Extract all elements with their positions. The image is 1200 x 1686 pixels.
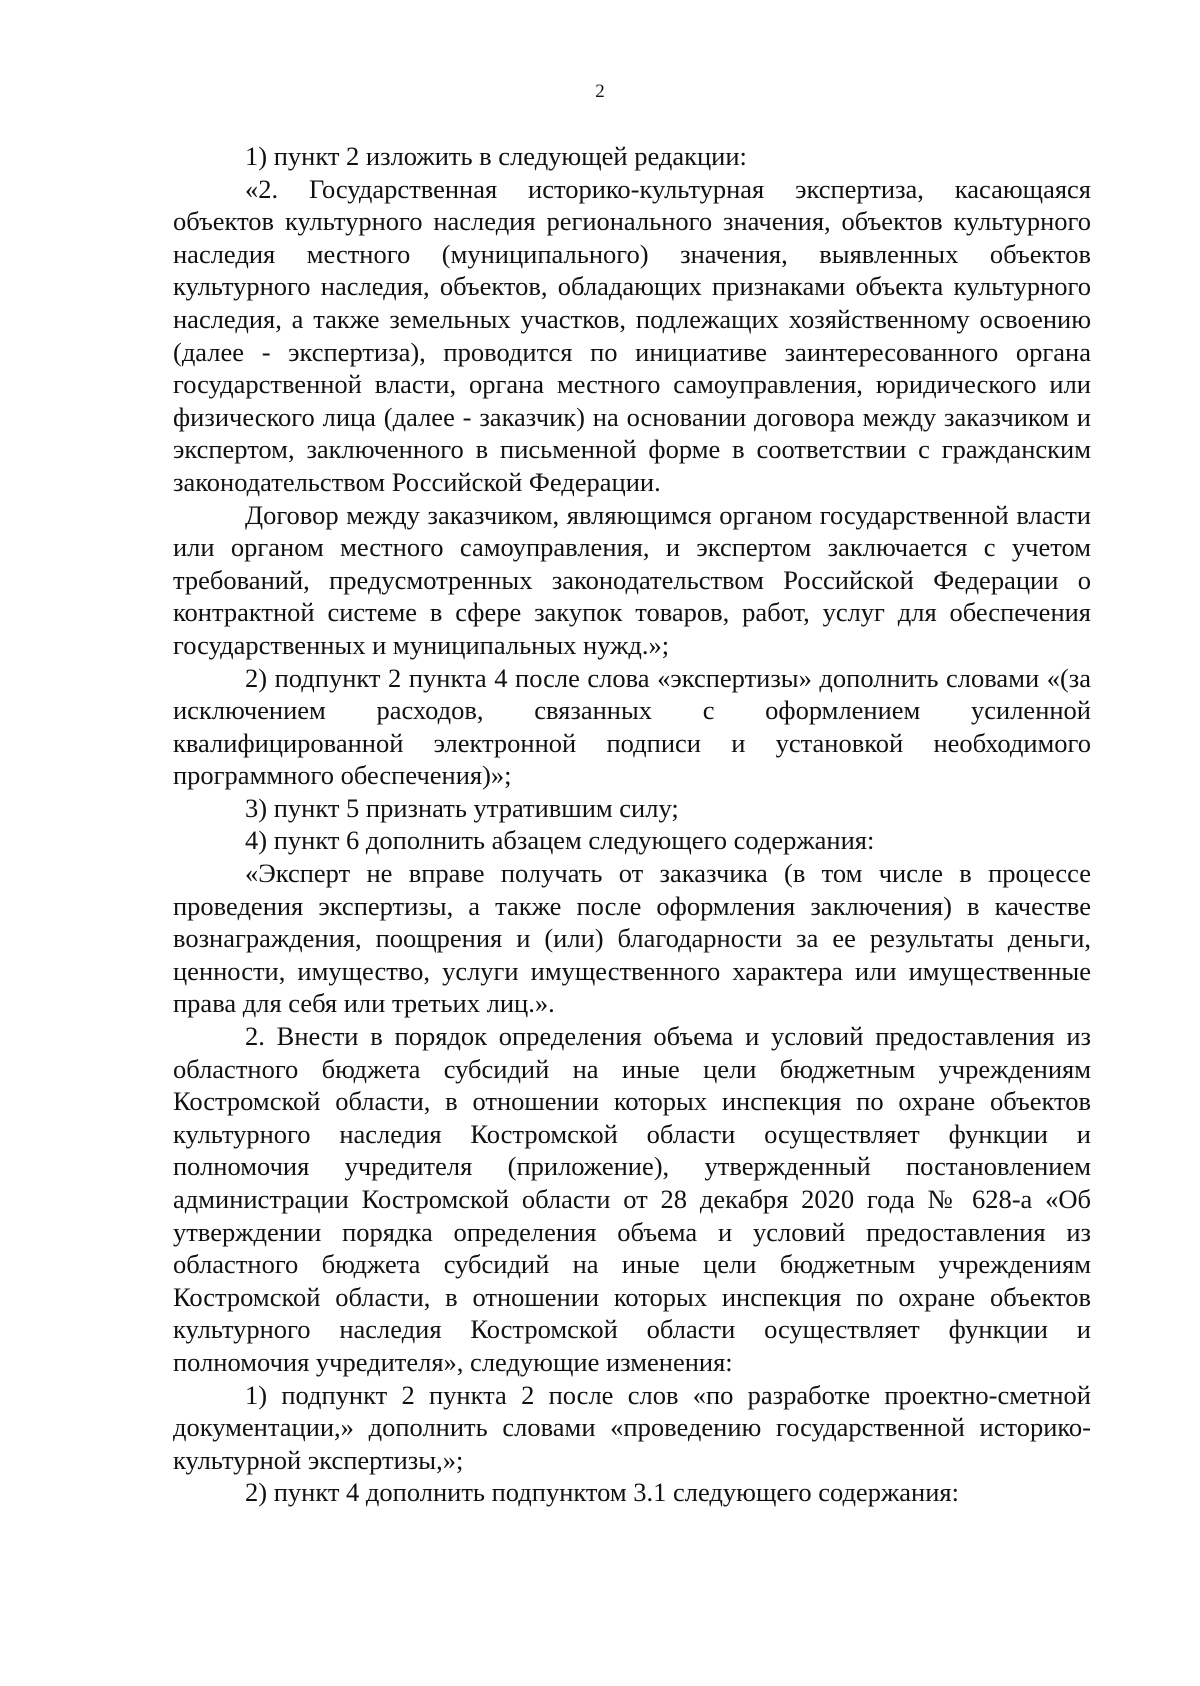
paragraph-6: 4) пункт 6 дополнить абзацем следующего содержания:: [245, 825, 875, 856]
page-number: 2: [595, 81, 605, 102]
paragraph-1: 1) пункт 2 изложить в следующей редакции:: [245, 141, 747, 171]
paragraph-2: «2. Государственная историко-культурная экспертиза, касающаяся объектов культурного наследия регионального значения, объектов культурного наследия местного (муниципального) значения, выявленных объектов культурного наследия, объектов, обладающих признаками объекта культурного наследия, а также земельных участков, подлежащих хозяйственному освоению (далее - экспертиза), проводится по инициативе заинтересованного органа государственной власти, органа местного самоуправления, юридического или физического лица (далее - заказчик) на основании договора между заказчиком и экспертом, заключенного в письменной форме в соответствии с гражданским законодательством Российской Федерации.: [173, 173, 1091, 497]
paragraph-10: 2) пункт 4 дополнить подпунктом 3.1 следующего содержания:: [245, 1477, 959, 1508]
paragraph-4: 2) подпункт 2 пункта 4 после слова «экспертизы» дополнить словами «(за исключением расходов, связанных с оформлением усиленной квалифицированной электронной подписи и установкой необходимого программного обеспечения)»;: [173, 662, 1091, 791]
paragraph-9: 1) подпункт 2 пункта 2 после слов «по разработке проектно-сметной документации,» дополнить словами «проведению государственной историко-культурной экспертизы,»;: [173, 1379, 1091, 1475]
paragraph-5: 3) пункт 5 признать утратившим силу;: [245, 792, 679, 823]
paragraph-7: «Эксперт не вправе получать от заказчика (в том числе в процессе проведения экспертизы, а также после оформления заключения) в качестве вознаграждения, поощрения и (или) благодарности за ее результаты деньги, ценности, имущество, услуги имущественного характера или имущественные права для себя или третьих лиц.».: [173, 858, 1091, 1019]
paragraph-3: Договор между заказчиком, являющимся органом государственной власти или органом местного самоуправления, и экспертом заключается с учетом требований, предусмотренных законодательством Российской Федерации о контрактной системе в сфере закупок товаров, работ, услуг для обеспечения государственных и муниципальных нужд.»;: [173, 499, 1091, 660]
document-body: [173, 140, 1091, 1509]
paragraph-8: 2. Внести в порядок определения объема и условий предоставления из областного бюджета субсидий на иные цели бюджетным учреждениям Костромской области, в отношении которых инспекция по охране объектов культурного наследия Костромской области осуществляет функции и полномочия учредителя (приложение), утвержденный постановлением администрации Костромской области от 28 декабря 2020 года № 628-а «Об утверждении порядка определения объема и условий предоставления из областного бюджета субсидий на иные цели бюджетным учреждениям Костромской области, в отношении которых инспекция по охране объектов культурного наследия Костромской области осуществляет функции и полномочия учредителя», следующие изменения:: [173, 1021, 1091, 1377]
